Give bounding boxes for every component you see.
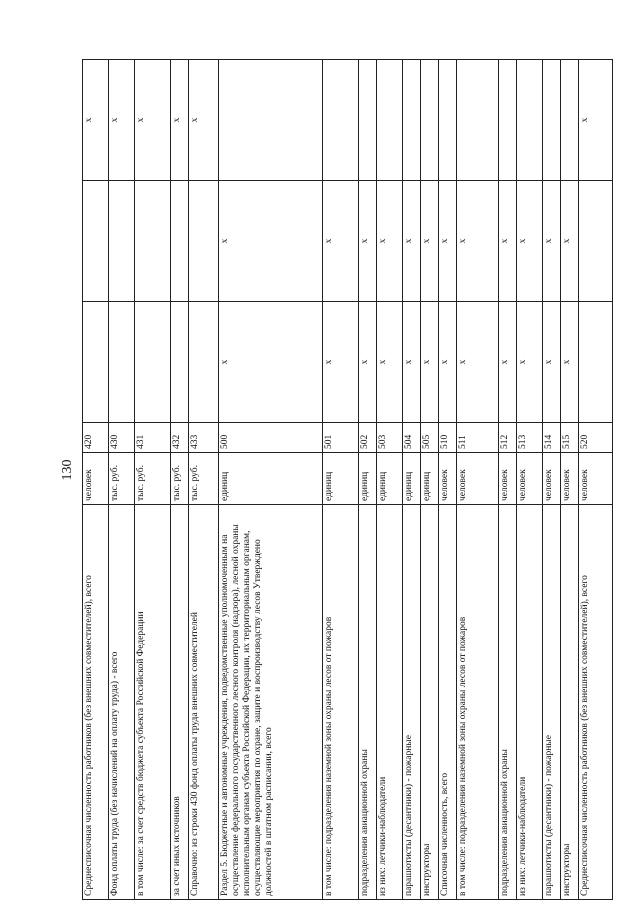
row-code: 511 [457,423,499,453]
row-value-3: х [83,60,109,181]
table-row [457,60,499,900]
row-value-1 [579,302,613,423]
row-name: в том числе: за счет средств бюджета субъекта Российской Федерации [135,505,171,900]
row-value-2 [83,181,109,302]
row-code: 503 [377,423,403,453]
row-unit: тыс. руб. [109,453,135,505]
row-value-2: х [561,181,579,302]
row-name: подразделения авиационной охраны [359,505,377,900]
row-value-3 [377,60,403,181]
row-value-2 [135,181,171,302]
row-unit: человек [517,453,543,505]
row-name: Справочно: из строки 430 фонд оплаты труда внешних совместителей [189,505,219,900]
row-value-1 [83,302,109,423]
row-code: 432 [171,423,189,453]
row-value-3 [517,60,543,181]
row-code: 520 [579,423,613,453]
row-value-1 [171,302,189,423]
row-value-3 [439,60,457,181]
table-row [421,60,439,900]
row-value-3 [499,60,517,181]
row-value-1 [189,302,219,423]
row-unit: тыс. руб. [189,453,219,505]
row-code: 501 [323,423,359,453]
table-row [579,60,613,900]
row-value-3: х [189,60,219,181]
row-unit: единиц [359,453,377,505]
row-name: из них: летчики-наблюдатели [517,505,543,900]
row-code: 500 [219,423,323,453]
row-name: Раздел 5. Бюджетные и автономные учреждения, подведомственные уполномоченным на осуществление федерального государственного лесного контроля (надзора), лесной охраны исполнительным органам субъекта Российской Федерации, их территориальным органам, осуществляющие мероприятия по охране, защите и воспроизводству лесов Утверждено должностей в штатном расписании, всего [219,505,323,900]
table-row [109,60,135,900]
row-name: Среднесписочная численность работников (без внешних совместителей), всего [83,505,109,900]
table-row [189,60,219,900]
row-code: 510 [439,423,457,453]
table-row [439,60,457,900]
row-code: 430 [109,423,135,453]
row-value-3 [403,60,421,181]
table-row [561,60,579,900]
table-body [83,60,613,900]
row-unit: единиц [219,453,323,505]
row-value-3 [561,60,579,181]
row-unit: человек [543,453,561,505]
table-row [543,60,561,900]
row-value-1: х [499,302,517,423]
row-name: из них: летчики-наблюдатели [377,505,403,900]
row-code: 514 [543,423,561,453]
row-unit: человек [83,453,109,505]
row-name: инструкторы [421,505,439,900]
row-unit: человек [561,453,579,505]
row-code: 502 [359,423,377,453]
row-code: 512 [499,423,517,453]
row-value-3 [219,60,323,181]
row-name: в том числе: подразделения наземной зоны охраны лесов от пожаров [457,505,499,900]
row-value-2 [109,181,135,302]
table-row [499,60,517,900]
table-row [219,60,323,900]
page-number: 130 [60,459,75,481]
table-row [83,60,109,900]
row-value-2: х [439,181,457,302]
row-name: Среднесписочная численность работников (без внешних совместителей), всего [579,505,613,900]
row-unit: единиц [421,453,439,505]
row-value-2: х [421,181,439,302]
row-value-3: х [109,60,135,181]
row-value-2 [189,181,219,302]
row-unit: единиц [377,453,403,505]
row-value-2: х [499,181,517,302]
row-value-3: х [171,60,189,181]
table-row [403,60,421,900]
row-value-2: х [323,181,359,302]
table-container [82,60,640,896]
table-row [377,60,403,900]
row-value-3: х [579,60,613,181]
table-row [171,60,189,900]
row-value-1: х [219,302,323,423]
row-value-2: х [517,181,543,302]
row-unit: единиц [403,453,421,505]
row-unit: единиц [323,453,359,505]
row-code: 431 [135,423,171,453]
row-unit: человек [439,453,457,505]
row-value-1 [109,302,135,423]
row-name: в том числе: подразделения наземной зоны охраны лесов от пожаров [323,505,359,900]
row-value-2: х [377,181,403,302]
row-value-1: х [517,302,543,423]
row-value-1: х [359,302,377,423]
row-code: 513 [517,423,543,453]
row-value-1: х [323,302,359,423]
row-value-1: х [457,302,499,423]
row-name: Списочная численность, всего [439,505,457,900]
row-value-1: х [377,302,403,423]
row-value-1: х [561,302,579,423]
row-code: 504 [403,423,421,453]
table-row [359,60,377,900]
row-value-3 [359,60,377,181]
row-value-2: х [403,181,421,302]
row-value-3: х [135,60,171,181]
row-value-1: х [403,302,421,423]
row-code: 433 [189,423,219,453]
row-name: подразделения авиационной охраны [499,505,517,900]
row-value-2: х [543,181,561,302]
row-unit: тыс. руб. [171,453,189,505]
table-row [517,60,543,900]
row-value-1: х [421,302,439,423]
row-unit: тыс. руб. [135,453,171,505]
row-code: 420 [83,423,109,453]
row-value-1: х [543,302,561,423]
table-row [323,60,359,900]
row-name: парашютисты (десантники) - пожарные [543,505,561,900]
row-name: парашютисты (десантники) - пожарные [403,505,421,900]
row-value-3 [457,60,499,181]
row-value-2 [171,181,189,302]
row-value-2: х [219,181,323,302]
row-value-2: х [457,181,499,302]
row-name: Фонд оплаты труда (без начислений на оплату труда) - всего [109,505,135,900]
row-value-1 [135,302,171,423]
row-unit: человек [499,453,517,505]
row-value-2 [579,181,613,302]
row-code: 515 [561,423,579,453]
row-value-3 [323,60,359,181]
row-value-3 [543,60,561,181]
row-code: 505 [421,423,439,453]
row-name: инструкторы [561,505,579,900]
table-row [135,60,171,900]
report-table [82,59,613,900]
row-value-3 [421,60,439,181]
row-name: за счет иных источников [171,505,189,900]
row-unit: человек [579,453,613,505]
row-unit: человек [457,453,499,505]
rotated-table [82,60,590,900]
row-value-1: х [439,302,457,423]
row-value-2: х [359,181,377,302]
